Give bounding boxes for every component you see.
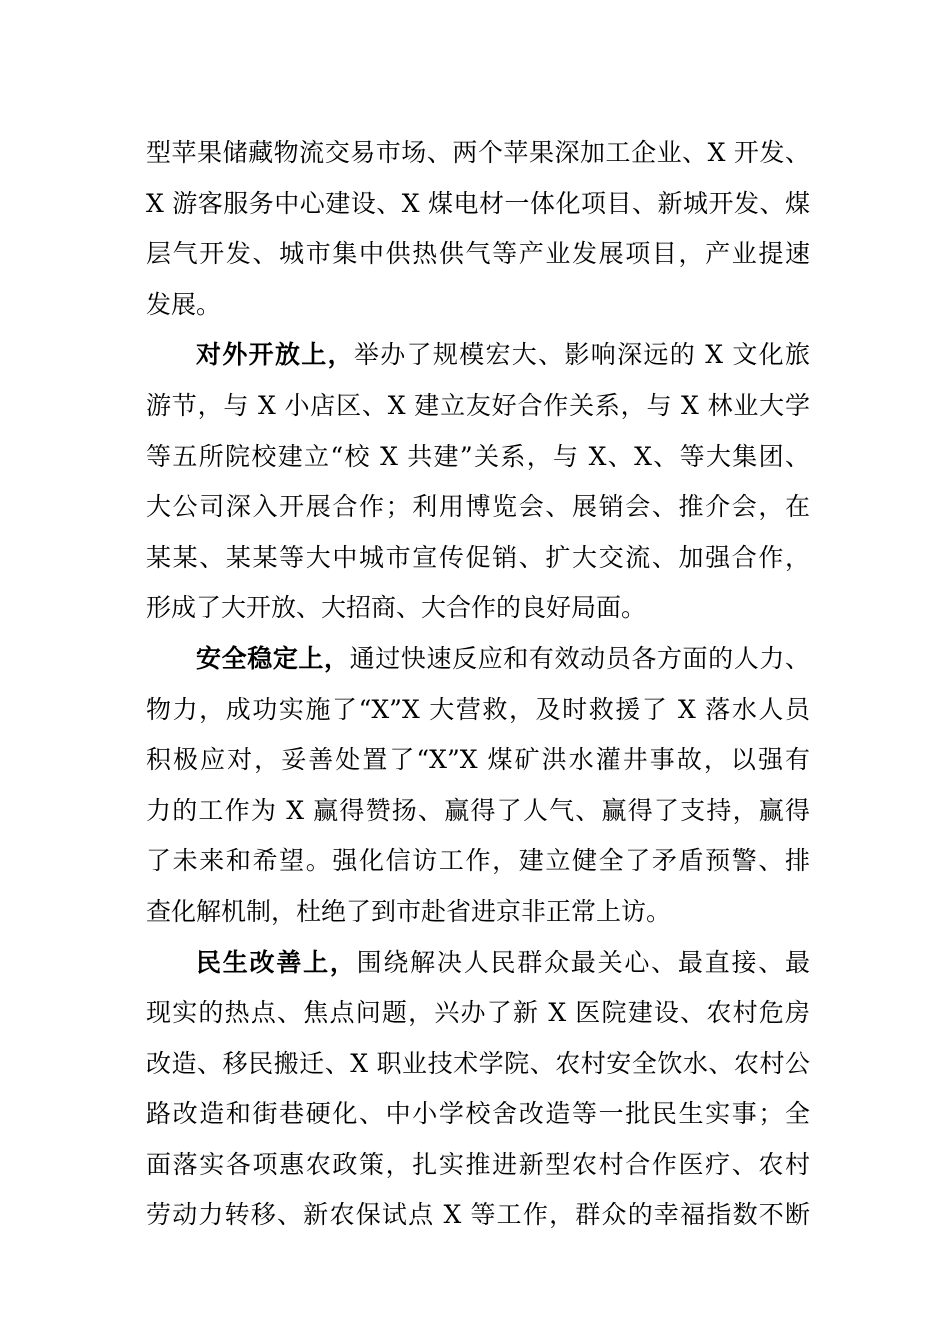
text-line: X 游客服务中心建设、X 煤电材一体化项目、新城开发、煤 (146, 188, 810, 218)
text-line: 面落实各项惠农政策，扎实推进新型农村合作医疗、农村 (146, 1149, 810, 1179)
text-line: 改造、移民搬迁、X 职业技术学院、农村安全饮水、农村公 (146, 1048, 810, 1078)
paragraph-opening-up (146, 330, 810, 634)
text-line: 某某、某某等大中城市宣传促销、扩大交流、加强合作， (146, 542, 810, 572)
text-line: 大公司深入开展合作；利用博览会、展销会、推介会，在 (146, 492, 810, 522)
text-line: 物力，成功实施了“X”X 大营救，及时救援了 X 落水人员 (146, 694, 810, 724)
text-line: 力的工作为 X 赢得赞扬、赢得了人气、赢得了支持，赢得 (146, 795, 810, 825)
text-line (146, 634, 810, 685)
text-line: 了未来和希望。强化信访工作，建立健全了矛盾预警、排 (146, 846, 810, 876)
text-line: 查化解机制，杜绝了到市赴省进京非正常上访。 (146, 896, 672, 926)
text-line-content: 通过快速反应和有效动员各方面的人力、 (349, 643, 810, 673)
paragraph-livelihood (146, 938, 810, 1242)
paragraph-heading: 安全稳定上， (196, 643, 350, 673)
text-line: 劳动力转移、新农保试点 X 等工作，群众的幸福指数不断 (146, 1200, 810, 1230)
text-line-content: 围绕解决人民群众最关心、最直接、最 (356, 947, 810, 977)
text-line: 发展。 (146, 289, 222, 319)
document-body (146, 128, 810, 1241)
text-line: 等五所院校建立“校 X 共建”关系，与 X、X、等大集团、 (146, 441, 810, 471)
text-line: 积极应对，妥善处置了“X”X 煤矿洪水灌井事故，以强有 (146, 745, 810, 775)
paragraph-heading: 对外开放上， (196, 340, 354, 370)
text-line: 路改造和街巷硬化、中小学校舍改造等一批民生实事；全 (146, 1099, 810, 1129)
paragraph-industry-continued (146, 128, 810, 330)
text-line: 层气开发、城市集中供热供气等产业发展项目，产业提速 (146, 239, 810, 269)
text-line (146, 938, 810, 989)
paragraph-safety-stability (146, 634, 810, 938)
text-line-content: 举办了规模宏大、影响深远的 X 文化旅 (353, 340, 810, 370)
text-line: 型苹果储藏物流交易市场、两个苹果深加工企业、X 开发、 (146, 138, 810, 167)
text-line: 现实的热点、焦点问题，兴办了新 X 医院建设、农村危房 (146, 998, 810, 1028)
text-line: 游节，与 X 小店区、X 建立友好合作关系，与 X 林业大学 (146, 390, 810, 420)
text-line: 形成了大开放、大招商、大合作的良好局面。 (146, 593, 647, 623)
text-line (146, 330, 810, 381)
paragraph-heading: 民生改善上， (196, 947, 357, 977)
